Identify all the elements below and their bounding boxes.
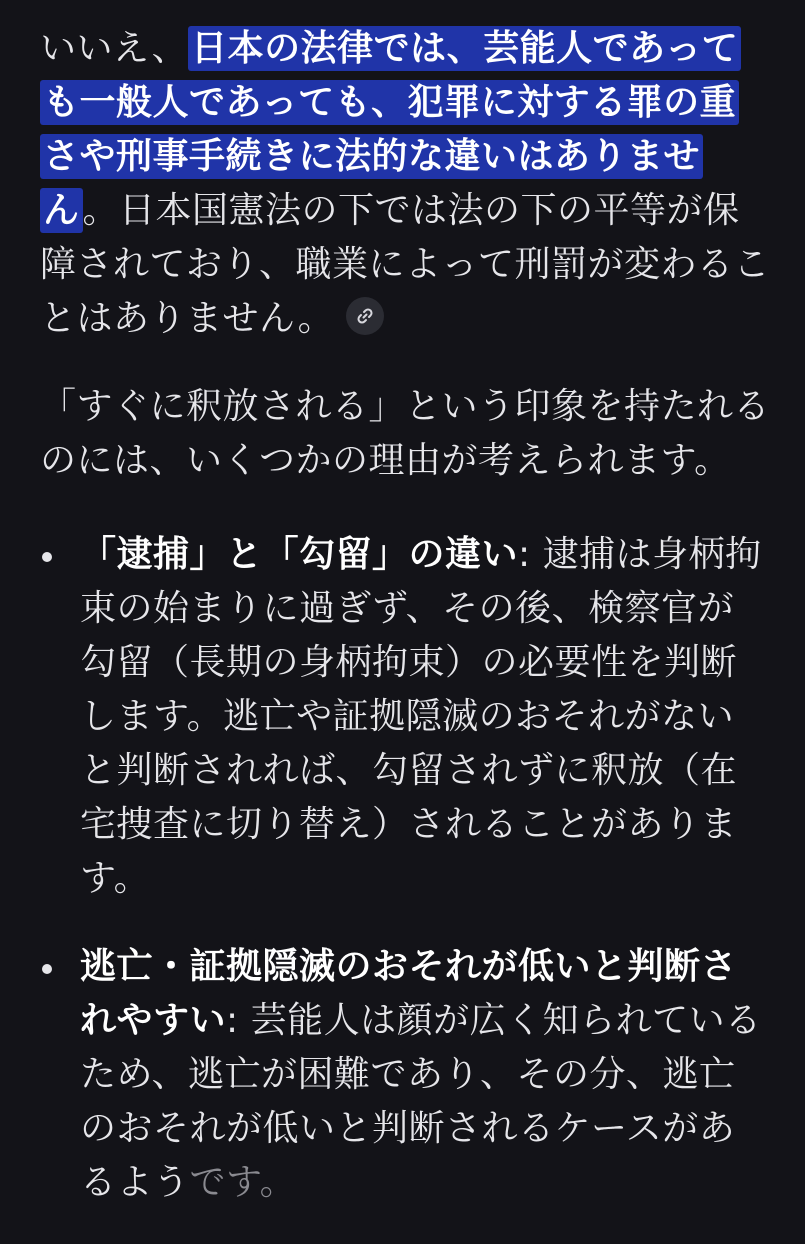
list-item-term: 逃亡・証拠隠滅のおそれが低いと判断されやすい [80, 946, 738, 1041]
list-item-text-faded: です。 [189, 1162, 297, 1203]
list-item-text: : 芸能人は顔が広く知られているため、逃亡が困難であり、その分、逃亡のおそれが低いと判断されるケースがあるよう [80, 1000, 762, 1203]
answer-paragraph-2: 「すぐに釈放される」という印象を持たれるのには、いくつかの理由が考えられます。 [40, 386, 771, 481]
answer-paragraph-1-rest: 。日本国憲法の下では法の下の平等が保障されており、職業によって刑罰が変わることはありません。 [40, 190, 771, 339]
list-item [40, 940, 770, 1210]
source-link-button[interactable] [346, 297, 384, 335]
answer-paragraph-1 [40, 22, 770, 346]
bullet-dot [42, 964, 52, 974]
bullet-dot [42, 552, 52, 562]
answer-content [40, 22, 770, 1244]
highlighted-text[interactable]: 日本の法律では、芸能人であっても一般人であっても、犯罪に対する罪の重さや刑事手続きに法的な違いはありません [40, 26, 741, 233]
answer-intro: いいえ、 [40, 28, 189, 69]
list-item [40, 528, 770, 906]
list-item-term: 「逮捕」と「勾留」の違い [80, 534, 519, 575]
reason-list [40, 528, 770, 1210]
link-icon [355, 306, 375, 326]
list-item-text: : 逮捕は身柄拘束の始まりに過ぎず、その後、検察官が勾留（長期の身柄拘束）の必要性を判断します。逃亡や証拠隠滅のおそれがないと判断されれば、勾留されずに釈放（在宅捜査に切り替え）されることがあります。 [80, 534, 762, 899]
